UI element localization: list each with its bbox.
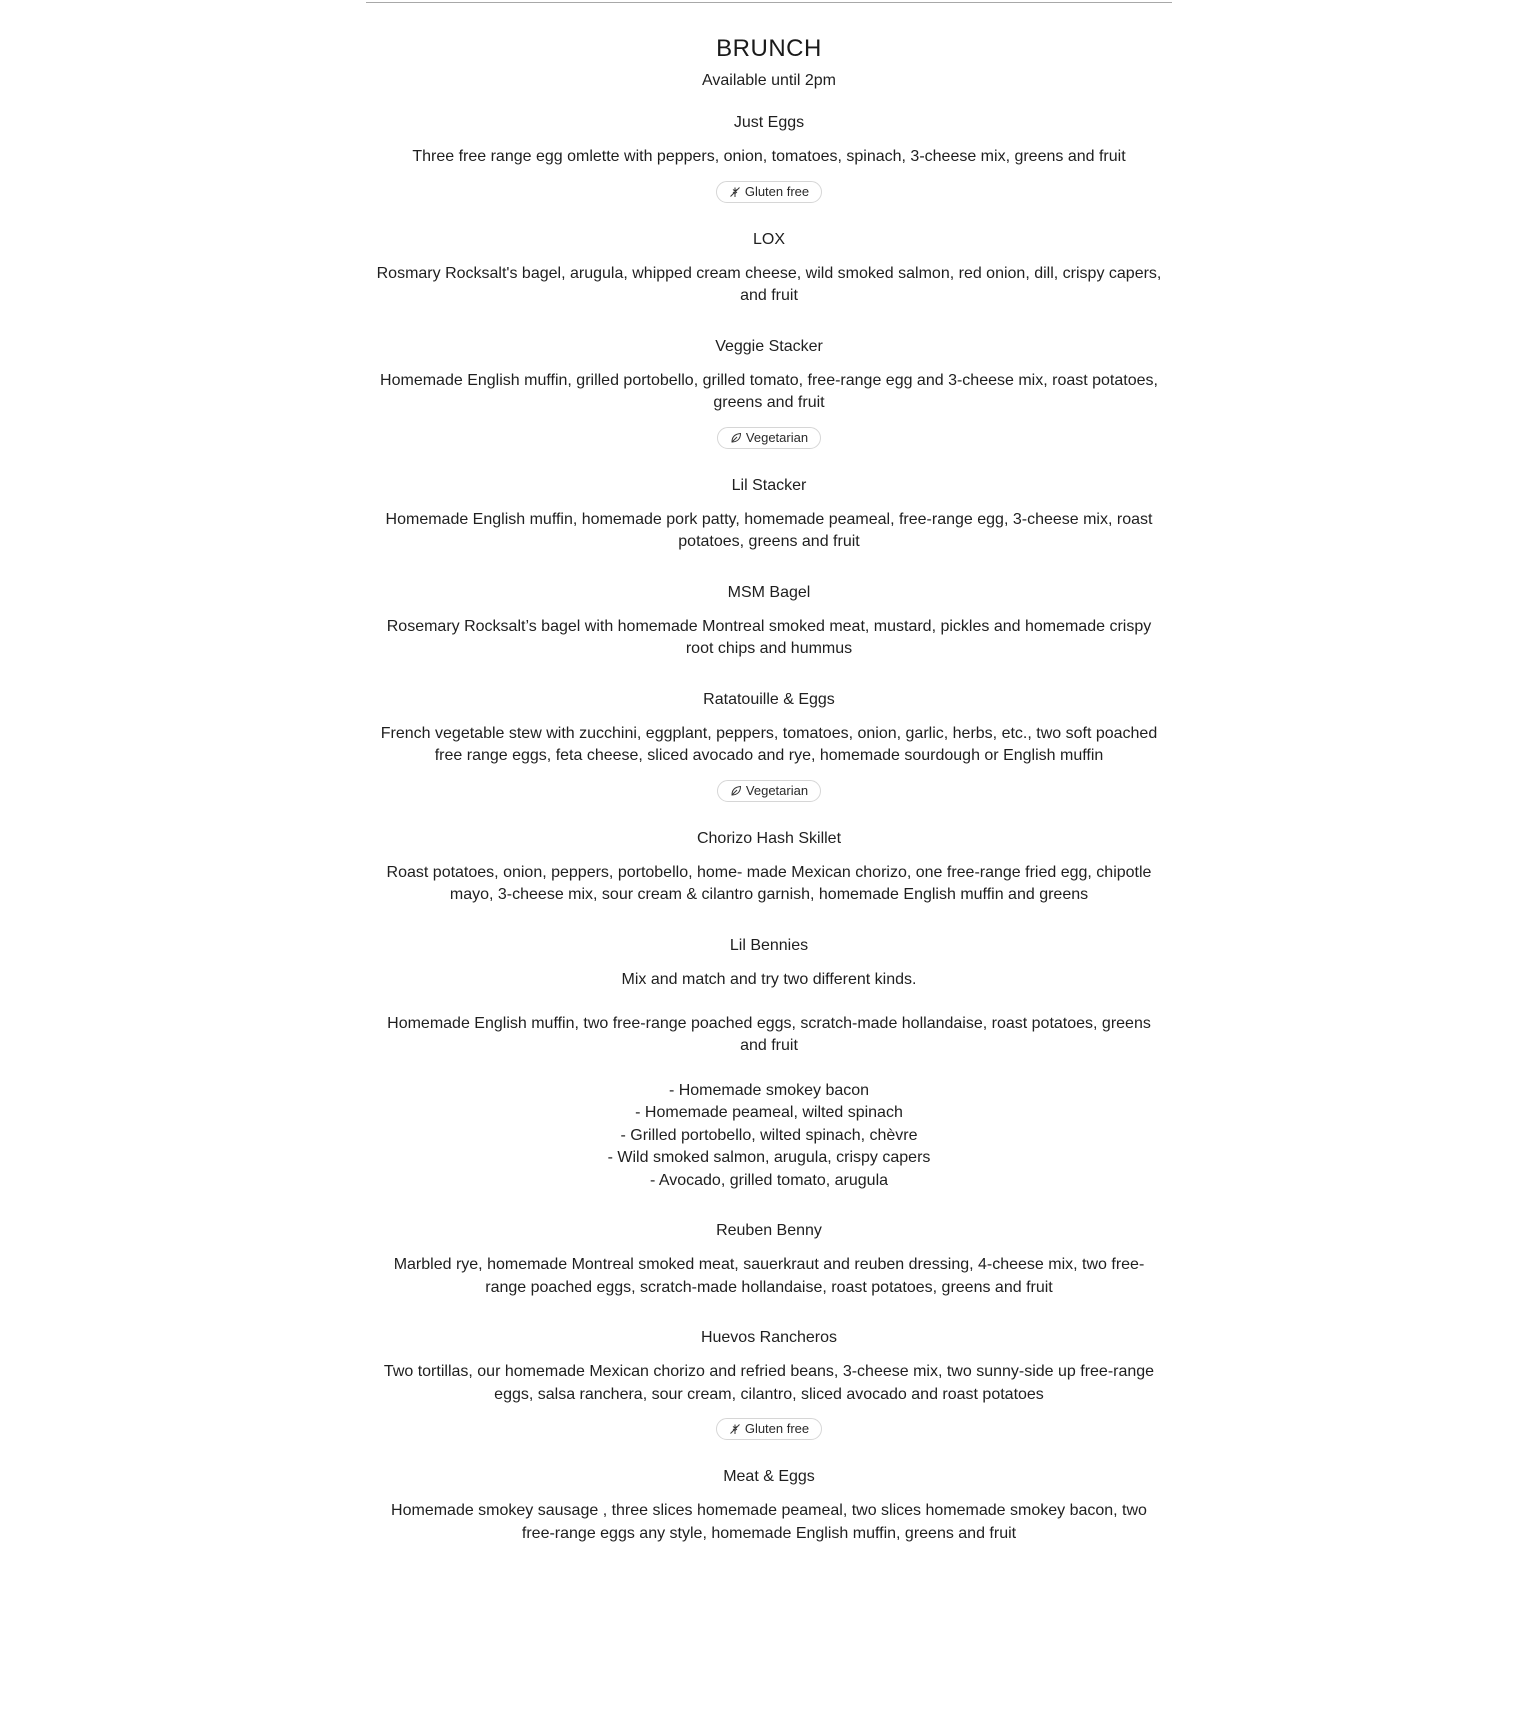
- option-line: - Grilled portobello, wilted spinach, chèvre: [620, 1126, 918, 1144]
- menu-item: [366, 336, 1172, 449]
- menu-item-name: Lil Bennies: [729, 936, 809, 954]
- menu-item-name: Meat & Eggs: [723, 1468, 815, 1485]
- leaf-icon: [730, 785, 742, 797]
- menu-item-description: Rosmary Rocksalt's bagel, arugula, whipped cream cheese, wild smoked salmon, red onion, dill, crispy capers, and fruit: [376, 264, 1162, 304]
- menu-item-description: Marbled rye, homemade Montreal smoked meat, sauerkraut and reuben dressing, 4-cheese mix, two free-range poached eggs, scratch-made hollandaise, roast potatoes, greens and fruit: [393, 1256, 1145, 1296]
- menu-item-description: Two tortillas, our homemade Mexican chorizo and refried beans, 3-cheese mix, two sunny-side up free-range eggs, salsa ranchera, sour cream, cilantro, sliced avocado and roast potatoes: [383, 1363, 1155, 1403]
- menu-item: [366, 689, 1172, 802]
- menu-item: [366, 1220, 1172, 1299]
- menu-item-options: [366, 1080, 1172, 1193]
- menu-item-description: Three free range egg omlette with peppers, onion, tomatoes, spinach, 3-cheese mix, greens and fruit: [412, 148, 1126, 165]
- option-line: - Avocado, grilled tomato, arugula: [649, 1171, 889, 1189]
- vegetarian-badge: [717, 427, 821, 449]
- menu-item-name: Lil Stacker: [731, 476, 807, 494]
- menu-item-description: Roast potatoes, onion, peppers, portobello, home- made Mexican chorizo, one free-range fried egg, chipotle mayo, 3-cheese mix, sour cream & cilantro garnish, homemade English muffin and greens: [386, 863, 1152, 903]
- section-title: BRUNCH: [716, 35, 822, 62]
- menu-item-name: Veggie Stacker: [715, 337, 823, 355]
- menu-item-description: Homemade smokey sausage , three slices homemade peameal, two slices homemade smokey bacon, two free-range eggs any style, homemade English muffin, greens and fruit: [391, 1502, 1147, 1542]
- leaf-icon: [730, 432, 742, 444]
- menu-item-description: Homemade English muffin, homemade pork patty, homemade peameal, free-range egg, 3-cheese mix, roast potatoes, greens and fruit: [385, 510, 1153, 550]
- menu-item: [366, 935, 1172, 1193]
- badge-label: Gluten free: [744, 1421, 810, 1436]
- badge-label: Vegetarian: [745, 429, 809, 445]
- badge-label: Vegetarian: [745, 782, 809, 798]
- menu-item: [366, 582, 1172, 661]
- no-wheat-icon: [729, 186, 741, 198]
- menu-item-description: Rosemary Rocksalt’s bagel with homemade Montreal smoked meat, mustard, pickles and homemade crispy root chips and hummus: [386, 617, 1152, 657]
- menu-item-description: Homemade English muffin, grilled portobello, grilled tomato, free-range egg and 3-cheese mix, roast potatoes, greens and fruit: [380, 371, 1158, 411]
- menu-item-name: Reuben Benny: [716, 1222, 822, 1239]
- menu-item-description: French vegetable stew with zucchini, eggplant, peppers, tomatoes, onion, garlic, herbs, etc., two soft poached free range eggs, feta cheese, sliced avocado and rye, homemade sourdough or English muffin: [380, 724, 1158, 764]
- menu-item-name: Ratatouille & Eggs: [703, 690, 835, 708]
- menu-item: [366, 828, 1172, 907]
- option-line: - Homemade peameal, wilted spinach: [635, 1104, 903, 1121]
- menu-item-note: Mix and match and try two different kinds.: [621, 970, 917, 988]
- menu-item-description: Homemade English muffin, two free-range poached eggs, scratch-made hollandaise, roast potatoes, greens and fruit: [387, 1014, 1151, 1054]
- badge-label: Gluten free: [744, 183, 810, 199]
- gluten-free-badge: [716, 1418, 822, 1440]
- menu-item-name: MSM Bagel: [727, 583, 811, 601]
- menu-item-name: Chorizo Hash Skillet: [696, 829, 842, 847]
- gluten-free-badge: [716, 181, 822, 203]
- menu-item: [366, 112, 1172, 203]
- menu-item: [366, 475, 1172, 554]
- brunch-menu-section: [366, 0, 1172, 1545]
- menu-item: [366, 1327, 1172, 1440]
- menu-item-name: LOX: [752, 230, 785, 248]
- menu-item-name: Just Eggs: [733, 114, 805, 131]
- section-subtitle: Available until 2pm: [701, 72, 836, 89]
- menu-item: [366, 229, 1172, 308]
- option-line: - Wild smoked salmon, arugula, crispy capers: [607, 1149, 931, 1166]
- vegetarian-badge: [717, 780, 821, 802]
- menu-item-name: Huevos Rancheros: [700, 1329, 838, 1346]
- menu-item: [366, 1466, 1172, 1545]
- option-line: - Homemade smokey bacon: [668, 1081, 870, 1099]
- no-wheat-icon: [729, 1423, 741, 1435]
